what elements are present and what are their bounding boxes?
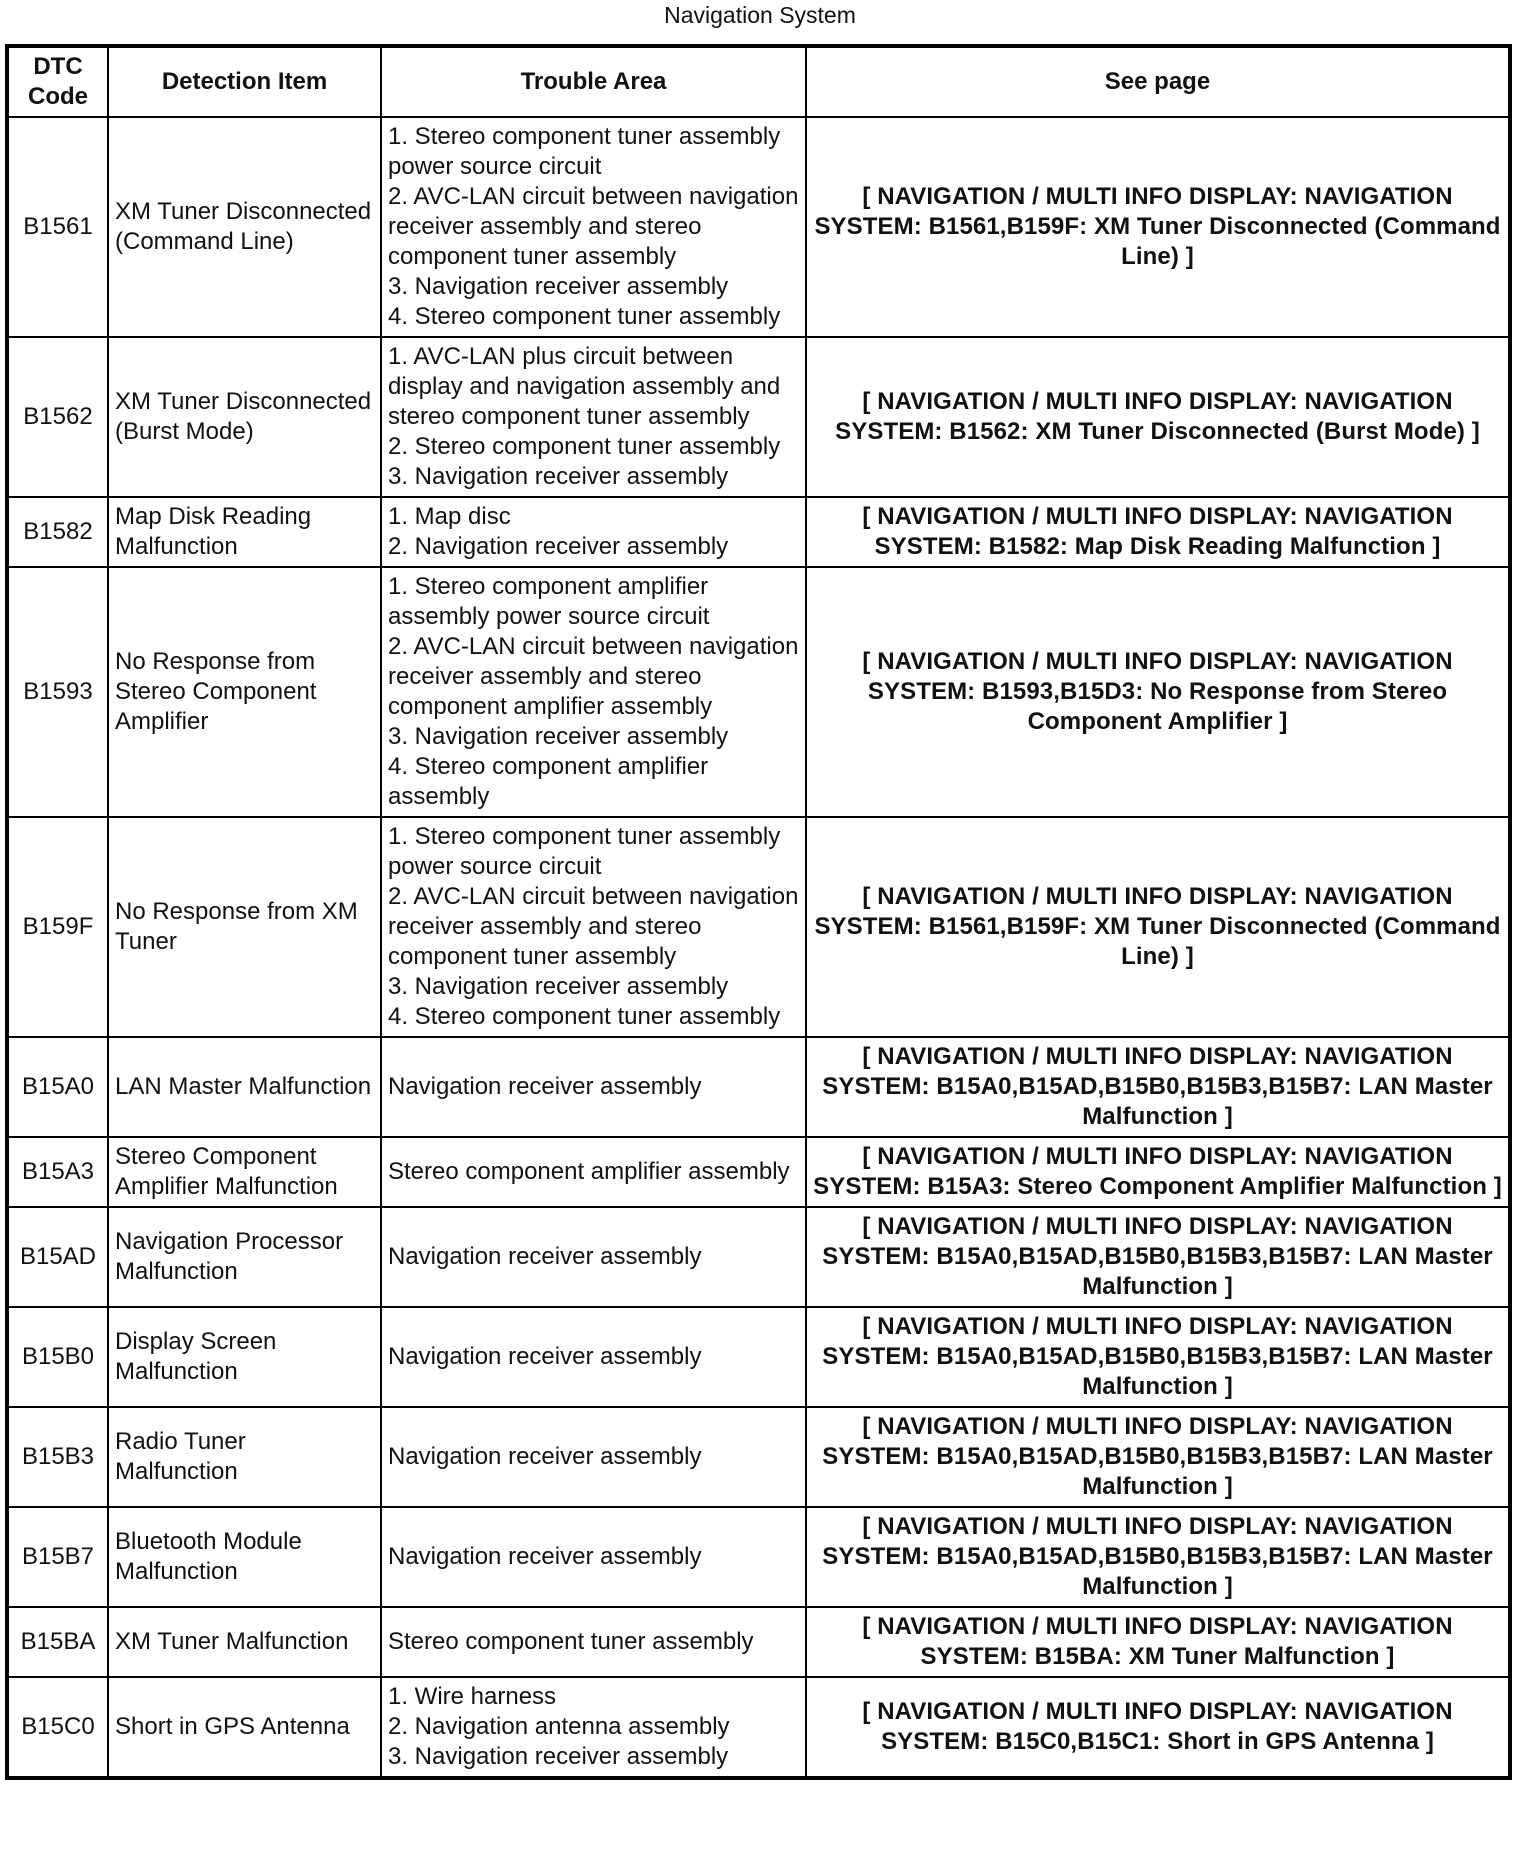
trouble-area-cell bbox=[381, 1677, 806, 1778]
trouble-area-line: 3. Navigation receiver assembly bbox=[388, 463, 729, 490]
trouble-area-cell bbox=[381, 567, 806, 817]
table-row bbox=[7, 497, 1510, 567]
trouble-area-line: 1. Map disc bbox=[388, 503, 511, 530]
header-see-page: See page bbox=[806, 46, 1510, 117]
detection-item-cell: XM Tuner Disconnected (Burst Mode) bbox=[108, 337, 381, 497]
trouble-area-line: 2. Stereo component tuner assembly bbox=[388, 433, 781, 460]
detection-item-cell: LAN Master Malfunction bbox=[108, 1037, 381, 1137]
trouble-area-line: 4. Stereo component tuner assembly bbox=[388, 303, 781, 330]
trouble-area-cell bbox=[381, 117, 806, 337]
trouble-area-line: 2. Navigation receiver assembly bbox=[388, 533, 729, 560]
table-row bbox=[7, 1507, 1510, 1607]
detection-item-cell: Short in GPS Antenna bbox=[108, 1677, 381, 1778]
header-dtc-code: DTC Code bbox=[7, 46, 108, 117]
table-row bbox=[7, 337, 1510, 497]
trouble-area-line: Navigation receiver assembly bbox=[388, 1243, 702, 1270]
trouble-area-cell bbox=[381, 1037, 806, 1137]
detection-item-cell: XM Tuner Malfunction bbox=[108, 1607, 381, 1677]
table-row bbox=[7, 1677, 1510, 1778]
trouble-area-line: 2. Navigation antenna assembly bbox=[388, 1713, 730, 1740]
trouble-area-line: 2. AVC-LAN circuit between navigation receiver assembly and stereo component amplifier assembly bbox=[388, 633, 799, 720]
dtc-code-cell: B15AD bbox=[7, 1207, 108, 1307]
table-row bbox=[7, 1607, 1510, 1677]
trouble-area-line: Navigation receiver assembly bbox=[388, 1543, 702, 1570]
header-detection-item: Detection Item bbox=[108, 46, 381, 117]
trouble-area-line: 1. Stereo component tuner assembly power source circuit bbox=[388, 823, 781, 880]
page-title: Navigation System bbox=[664, 2, 856, 28]
table-row bbox=[7, 1307, 1510, 1407]
dtc-code-cell: B15A3 bbox=[7, 1137, 108, 1207]
see-page-reference[interactable]: [ NAVIGATION / MULTI INFO DISPLAY: NAVIGATION SYSTEM: B1561,B159F: XM Tuner Disconnected (Command Line) ] bbox=[806, 817, 1510, 1037]
see-page-reference[interactable]: [ NAVIGATION / MULTI INFO DISPLAY: NAVIGATION SYSTEM: B1562: XM Tuner Disconnected (Burst Mode) ] bbox=[806, 337, 1510, 497]
see-page-reference[interactable]: [ NAVIGATION / MULTI INFO DISPLAY: NAVIGATION SYSTEM: B15BA: XM Tuner Malfunction ] bbox=[806, 1607, 1510, 1677]
dtc-code-cell: B15B7 bbox=[7, 1507, 108, 1607]
dtc-table-body bbox=[7, 117, 1510, 1778]
see-page-reference[interactable]: [ NAVIGATION / MULTI INFO DISPLAY: NAVIGATION SYSTEM: B15A0,B15AD,B15B0,B15B3,B15B7: LAN Master Malfunction ] bbox=[806, 1037, 1510, 1137]
see-page-reference[interactable]: [ NAVIGATION / MULTI INFO DISPLAY: NAVIGATION SYSTEM: B15A0,B15AD,B15B0,B15B3,B15B7: LAN Master Malfunction ] bbox=[806, 1307, 1510, 1407]
trouble-area-cell bbox=[381, 1307, 806, 1407]
table-header-row bbox=[7, 46, 1510, 117]
see-page-reference[interactable]: [ NAVIGATION / MULTI INFO DISPLAY: NAVIGATION SYSTEM: B15C0,B15C1: Short in GPS Antenna ] bbox=[806, 1677, 1510, 1778]
trouble-area-cell bbox=[381, 817, 806, 1037]
trouble-area-cell bbox=[381, 1407, 806, 1507]
trouble-area-line: Navigation receiver assembly bbox=[388, 1343, 702, 1370]
dtc-code-cell: B15BA bbox=[7, 1607, 108, 1677]
table-row bbox=[7, 1207, 1510, 1307]
trouble-area-line: 4. Stereo component tuner assembly bbox=[388, 1003, 781, 1030]
trouble-area-line: 3. Navigation receiver assembly bbox=[388, 1743, 729, 1770]
dtc-code-cell: B15B0 bbox=[7, 1307, 108, 1407]
trouble-area-cell bbox=[381, 337, 806, 497]
see-page-reference[interactable]: [ NAVIGATION / MULTI INFO DISPLAY: NAVIGATION SYSTEM: B1593,B15D3: No Response from Stereo Component Amplifier ] bbox=[806, 567, 1510, 817]
dtc-code-cell: B1561 bbox=[7, 117, 108, 337]
trouble-area-cell bbox=[381, 497, 806, 567]
table-row bbox=[7, 1407, 1510, 1507]
dtc-code-cell: B1582 bbox=[7, 497, 108, 567]
see-page-reference[interactable]: [ NAVIGATION / MULTI INFO DISPLAY: NAVIGATION SYSTEM: B1561,B159F: XM Tuner Disconnected (Command Line) ] bbox=[806, 117, 1510, 337]
trouble-area-line: 2. AVC-LAN circuit between navigation receiver assembly and stereo component tuner assembly bbox=[388, 183, 799, 270]
table-row bbox=[7, 1137, 1510, 1207]
trouble-area-cell bbox=[381, 1207, 806, 1307]
detection-item-cell: Stereo Component Amplifier Malfunction bbox=[108, 1137, 381, 1207]
trouble-area-line: 3. Navigation receiver assembly bbox=[388, 273, 729, 300]
trouble-area-cell bbox=[381, 1507, 806, 1607]
dtc-code-cell: B15C0 bbox=[7, 1677, 108, 1778]
detection-item-cell: Navigation Processor Malfunction bbox=[108, 1207, 381, 1307]
table-row bbox=[7, 1037, 1510, 1137]
see-page-reference[interactable]: [ NAVIGATION / MULTI INFO DISPLAY: NAVIGATION SYSTEM: B15A0,B15AD,B15B0,B15B3,B15B7: LAN Master Malfunction ] bbox=[806, 1207, 1510, 1307]
dtc-code-cell: B1593 bbox=[7, 567, 108, 817]
trouble-area-line: 1. AVC-LAN plus circuit between display and navigation assembly and stereo component tuner assembly bbox=[388, 343, 781, 430]
table-row bbox=[7, 817, 1510, 1037]
trouble-area-cell bbox=[381, 1607, 806, 1677]
trouble-area-line: Stereo component tuner assembly bbox=[388, 1628, 754, 1655]
table-row bbox=[7, 567, 1510, 817]
trouble-area-line: 4. Stereo component amplifier assembly bbox=[388, 753, 709, 810]
detection-item-cell: XM Tuner Disconnected (Command Line) bbox=[108, 117, 381, 337]
trouble-area-cell bbox=[381, 1137, 806, 1207]
table-row bbox=[7, 117, 1510, 337]
detection-item-cell: No Response from XM Tuner bbox=[108, 817, 381, 1037]
dtc-code-cell: B15A0 bbox=[7, 1037, 108, 1137]
dtc-code-cell: B1562 bbox=[7, 337, 108, 497]
detection-item-cell: Radio Tuner Malfunction bbox=[108, 1407, 381, 1507]
header-trouble-area: Trouble Area bbox=[381, 46, 806, 117]
see-page-reference[interactable]: [ NAVIGATION / MULTI INFO DISPLAY: NAVIGATION SYSTEM: B15A3: Stereo Component Amplifier Malfunction ] bbox=[806, 1137, 1510, 1207]
dtc-code-cell: B15B3 bbox=[7, 1407, 108, 1507]
trouble-area-line: Navigation receiver assembly bbox=[388, 1073, 702, 1100]
trouble-area-line: Navigation receiver assembly bbox=[388, 1443, 702, 1470]
see-page-reference[interactable]: [ NAVIGATION / MULTI INFO DISPLAY: NAVIGATION SYSTEM: B15A0,B15AD,B15B0,B15B3,B15B7: LAN Master Malfunction ] bbox=[806, 1507, 1510, 1607]
detection-item-cell: Bluetooth Module Malfunction bbox=[108, 1507, 381, 1607]
trouble-area-line: 2. AVC-LAN circuit between navigation receiver assembly and stereo component tuner assembly bbox=[388, 883, 799, 970]
dtc-code-cell: B159F bbox=[7, 817, 108, 1037]
trouble-area-line: 1. Wire harness bbox=[388, 1683, 557, 1710]
trouble-area-line: Stereo component amplifier assembly bbox=[388, 1158, 790, 1185]
trouble-area-line: 3. Navigation receiver assembly bbox=[388, 973, 729, 1000]
trouble-area-line: 1. Stereo component amplifier assembly power source circuit bbox=[388, 573, 710, 630]
see-page-reference[interactable]: [ NAVIGATION / MULTI INFO DISPLAY: NAVIGATION SYSTEM: B1582: Map Disk Reading Malfunction ] bbox=[806, 497, 1510, 567]
trouble-area-line: 1. Stereo component tuner assembly power source circuit bbox=[388, 123, 781, 180]
trouble-area-line: 3. Navigation receiver assembly bbox=[388, 723, 729, 750]
detection-item-cell: Map Disk Reading Malfunction bbox=[108, 497, 381, 567]
detection-item-cell: No Response from Stereo Component Amplifier bbox=[108, 567, 381, 817]
dtc-table bbox=[5, 44, 1512, 1780]
see-page-reference[interactable]: [ NAVIGATION / MULTI INFO DISPLAY: NAVIGATION SYSTEM: B15A0,B15AD,B15B0,B15B3,B15B7: LAN Master Malfunction ] bbox=[806, 1407, 1510, 1507]
detection-item-cell: Display Screen Malfunction bbox=[108, 1307, 381, 1407]
